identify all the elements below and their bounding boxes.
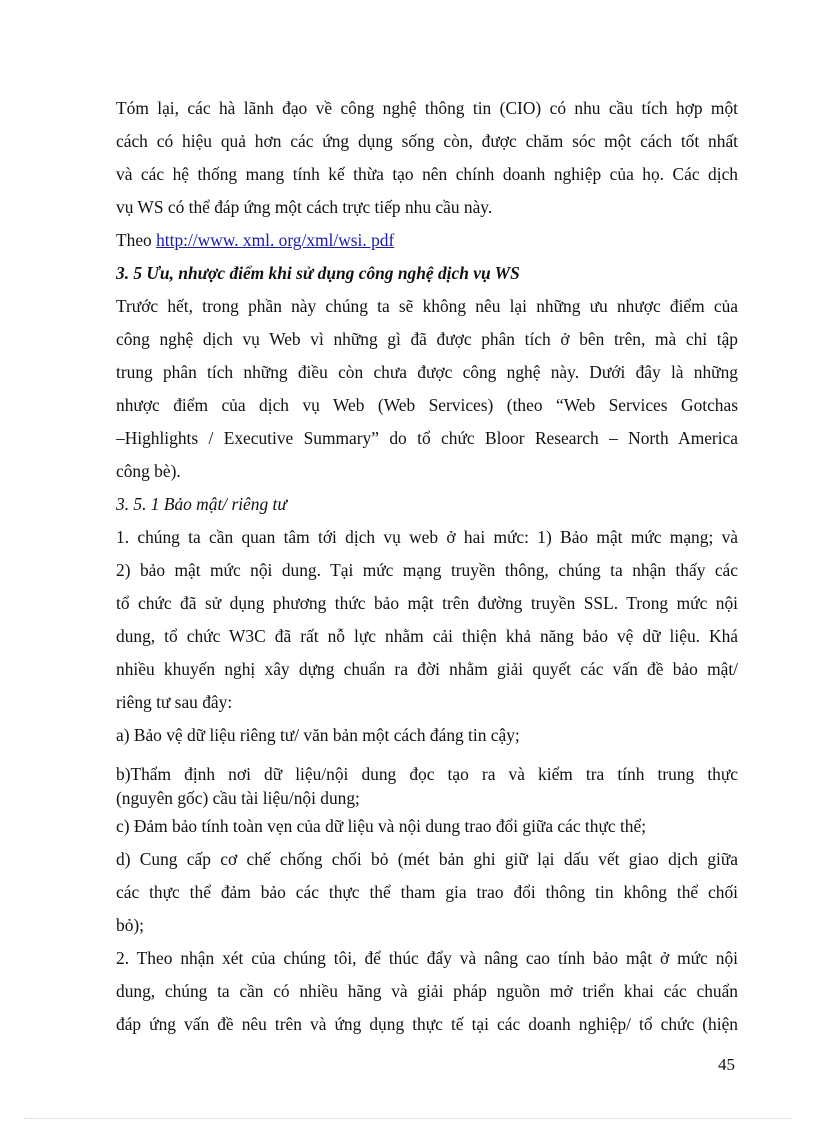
item-d-line-3: bỏ); xyxy=(116,915,145,935)
source-line xyxy=(116,224,738,257)
item-b-line-1: b)Thẩm định nơi dữ liệu/nội dung đọc tạo ra và kiểm tra tính trung thực xyxy=(116,764,738,784)
item-b-line-2: (nguyên gốc) cầu tài liệu/nội dung; xyxy=(116,788,360,808)
item-d-line-1: d) Cung cấp cơ chế chống chối bỏ (mét bản ghi giữ lại dấu vết giao dịch giữa xyxy=(116,849,738,869)
summary-line-1: Tóm lại, các hà lãnh đạo về công nghệ thông tin (CIO) có nhu cầu tích hợp một xyxy=(116,98,738,118)
point1-line-5: nhiều khuyến nghị xây dựng chuẩn ra đời nhằm giải quyết các vấn đề bảo mật/ xyxy=(116,659,738,679)
summary-line-4: vụ WS có thể đáp ứng một cách trực tiếp nhu cầu này. xyxy=(116,197,493,217)
section-heading: 3. 5 Ưu, nhược điểm khi sử dụng công nghệ dịch vụ WS xyxy=(116,263,520,283)
intro-line-2: công nghệ dịch vụ Web vì những gì đã được phân tích ở bên trên, mà chỉ tập xyxy=(116,329,738,349)
summary-line-3: và các hệ thống mang tính kế thừa tạo nên chính doanh nghiệp của họ. Các dịch xyxy=(116,164,738,184)
page-number: 45 xyxy=(718,1055,735,1074)
item-c: c) Đảm bảo tính toàn vẹn của dữ liệu và nội dung trao đổi giữa các thực thể; xyxy=(116,816,647,836)
source-link[interactable]: http://www. xml. org/xml/wsi. pdf xyxy=(156,230,395,250)
intro-line-6: công bè). xyxy=(116,461,181,481)
intro-line-5: –Highlights / Executive Summary” do tổ chức Bloor Research – North America xyxy=(116,428,738,448)
page-bottom-border xyxy=(24,1118,792,1119)
intro-line-4: nhược điểm của dịch vụ Web (Web Services) (theo “Web Services Gotchas xyxy=(116,395,738,415)
point1-line-4: dung, tổ chức W3C đã rất nỗ lực nhằm cải thiện khả năng bảo vệ dữ liệu. Khá xyxy=(116,626,738,646)
point2-line-3: đáp ứng vấn đề nêu trên và ứng dụng thực tế tại các doanh nghiệp/ tổ chức (hiện xyxy=(116,1014,738,1034)
point1-line-2: 2) bảo mật mức nội dung. Tại mức mạng truyền thông, chúng ta nhận thấy các xyxy=(116,560,738,580)
item-a: a) Bảo vệ dữ liệu riêng tư/ văn bản một cách đáng tin cậy; xyxy=(116,725,520,745)
point1-line-6: riêng tư sau đây: xyxy=(116,692,233,712)
source-prefix: Theo xyxy=(116,230,157,250)
subsection-heading: 3. 5. 1 Bảo mật/ riêng tư xyxy=(116,494,287,514)
item-d-line-2: các thực thể đảm bảo các thực thể tham gia trao đổi thông tin không thể chối xyxy=(116,882,738,902)
point1-line-3: tổ chức đã sử dụng phương thức bảo mật trên đường truyền SSL. Trong mức nội xyxy=(116,593,738,613)
page-content xyxy=(116,92,738,1041)
point2-line-1: 2. Theo nhận xét của chúng tôi, để thúc đẩy và nâng cao tính bảo mật ở mức nội xyxy=(116,948,738,968)
intro-line-3: trung phân tích những điều còn chưa được công nghệ này. Dưới đây là những xyxy=(116,362,738,382)
point2-line-2: dung, chúng ta cần có nhiều hãng và giải pháp nguồn mở triển khai các chuẩn xyxy=(116,981,738,1001)
intro-line-1: Trước hết, trong phần này chúng ta sẽ không nêu lại những ưu nhược điểm của xyxy=(116,296,738,316)
summary-line-2: cách có hiệu quả hơn các ứng dụng sống còn, được chăm sóc một cách tốt nhất xyxy=(116,131,738,151)
point1-line-1: 1. chúng ta cần quan tâm tới dịch vụ web ở hai mức: 1) Bảo mật mức mạng; và xyxy=(116,527,738,547)
